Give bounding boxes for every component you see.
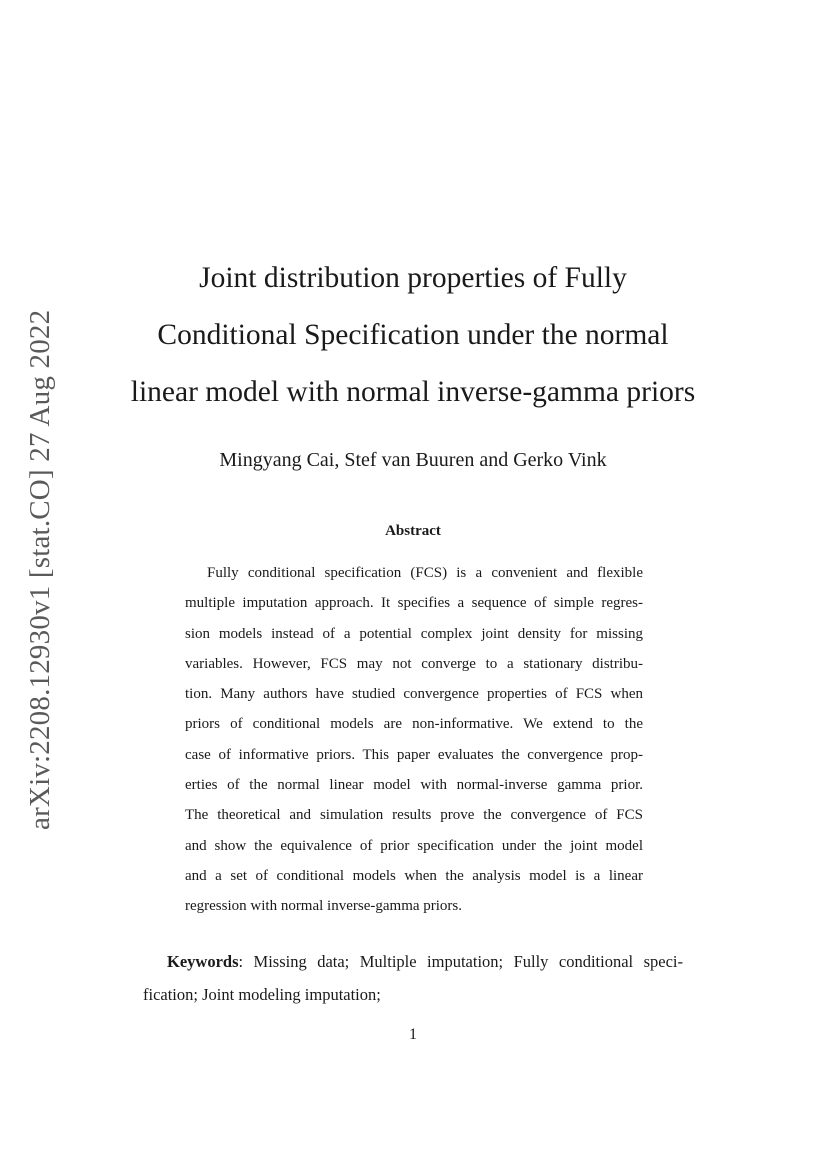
abstract-line: priors of conditional models are non-informative. We extend to the — [185, 716, 643, 733]
abstract-line: tion. Many authors have studied convergence properties of FCS when — [185, 686, 643, 703]
paper-title — [120, 250, 706, 421]
keywords-section — [143, 945, 683, 1011]
abstract-line: variables. However, FCS may not converge to a stationary distribu- — [185, 655, 643, 672]
abstract-line: erties of the normal linear model with normal-inverse gamma prior. — [185, 777, 643, 794]
keywords-line — [143, 945, 683, 978]
author-list: Mingyang Cai, Stef van Buuren and Gerko Vink — [219, 449, 607, 471]
abstract-line: The theoretical and simulation results prove the convergence of FCS — [185, 807, 643, 824]
abstract-line: case of informative priors. This paper evaluates the convergence prop- — [185, 746, 643, 763]
abstract-line: and a set of conditional models when the analysis model is a linear — [185, 867, 643, 884]
title-line: Conditional Specification under the normal — [157, 319, 669, 351]
keywords-text: : Missing data; Multiple imputation; Fully conditional speci- — [238, 952, 683, 971]
abstract-line: and show the equivalence of prior specification under the joint model — [185, 837, 643, 854]
keywords-label: Keywords — [167, 952, 239, 971]
abstract-line: regression with normal inverse-gamma priors. — [185, 898, 463, 915]
abstract-line: sion models instead of a potential complex joint density for missing — [185, 625, 643, 642]
arxiv-stamp: arXiv:2208.12930v1 [stat.CO] 27 Aug 2022 — [24, 309, 56, 830]
abstract-line: multiple imputation approach. It specifies a sequence of simple regres- — [185, 595, 643, 612]
title-line: linear model with normal inverse-gamma priors — [130, 376, 696, 408]
page-number: 1 — [409, 1026, 417, 1043]
keywords-line: fication; Joint modeling imputation; — [143, 985, 381, 1004]
abstract-heading: Abstract — [385, 523, 441, 539]
abstract-line: Fully conditional specification (FCS) is a convenient and flexible — [207, 565, 643, 581]
abstract-body — [185, 558, 643, 922]
title-line: Joint distribution properties of Fully — [199, 262, 627, 294]
